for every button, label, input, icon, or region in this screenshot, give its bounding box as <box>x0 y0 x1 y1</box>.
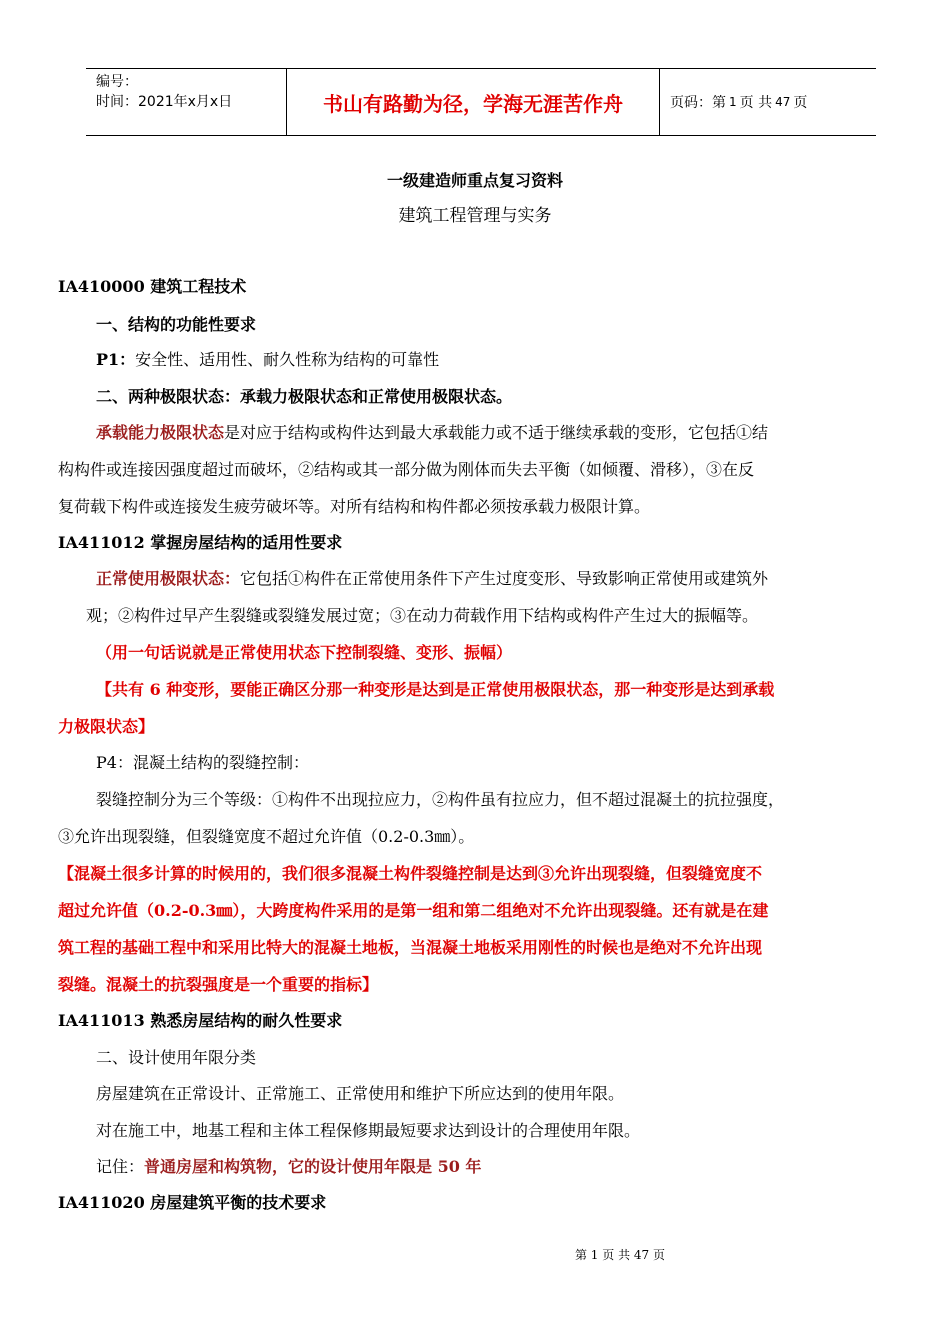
section-heading-ia411013: IA411013 熟悉房屋结构的耐久性要求 <box>58 1011 343 1030</box>
crack-levels-line-1: 裂缝控制分为三个等级：①构件不出现拉应力，②构件虽有拉应力，但不超过混凝土的抗拉强度， <box>96 790 785 809</box>
section-heading-ia411012: IA411012 掌握房屋结构的适用性要求 <box>58 533 343 552</box>
header-page-mid: 页 共 <box>739 95 773 111</box>
footer-page-total: 47 <box>633 1248 650 1262</box>
ultimate-limit-text-2: 构构件或连接因强度超过而破坏，②结构或其一部分做为刚体而失去平衡（如倾覆、滑移），③在反 <box>58 460 755 479</box>
header-page-num: 1 <box>729 95 737 109</box>
footer-suffix: 页 <box>653 1248 666 1262</box>
page-footer <box>0 1247 950 1263</box>
serviceability-term: 正常使用极限状态： <box>96 569 241 588</box>
serviceability-text-2: 观；②构件过早产生裂缝或裂缝发展过宽；③在动力荷载作用下结构或构件产生过大的振幅等。 <box>86 606 759 625</box>
serviceability-text-1: 它包括①构件在正常使用条件下产生过度变形、导致影响正常使用或建筑外 <box>240 569 769 588</box>
p1-line <box>96 349 439 371</box>
header-page-indicator <box>660 69 876 135</box>
heading-functional-requirements: 一、结构的功能性要求 <box>96 315 257 334</box>
ultimate-limit-term: 承载能力极限状态 <box>96 423 225 442</box>
note-six-deformations-2: 力极限状态】 <box>58 717 155 736</box>
ultimate-limit-text-3: 复荷载下构件或连接发生疲劳破坏等。对所有结构和构件都必须按承载力极限计算。 <box>58 497 651 516</box>
design-life-text-2: 对在施工中，地基工程和主体工程保修期最短要求达到设计的合理使用年限。 <box>96 1121 641 1140</box>
heading-limit-states: 二、两种极限状态：承载力极限状态和正常使用极限状态。 <box>96 387 513 406</box>
design-life-text-1: 房屋建筑在正常设计、正常施工、正常使用和维护下所应达到的使用年限。 <box>96 1084 625 1103</box>
serviceability-line-1 <box>96 568 768 590</box>
p1-label: P1： <box>96 350 136 369</box>
header-page-total: 47 <box>775 95 791 109</box>
ultimate-limit-line-1 <box>96 422 768 444</box>
heading-design-life: 二、设计使用年限分类 <box>96 1048 257 1067</box>
footer-mid: 页 共 <box>602 1248 631 1262</box>
crack-levels-line-2: ③允许出现裂缝，但裂缝宽度不超过允许值（0.2-0.3㎜）。 <box>58 827 475 846</box>
header-number-label: 编号： <box>96 74 138 90</box>
section-heading-ia410000: IA410000 建筑工程技术 <box>58 277 247 296</box>
remember-line <box>96 1156 481 1178</box>
note-one-sentence: （用一句话说就是正常使用状态下控制裂缝、变形、振幅） <box>96 643 513 662</box>
note-concrete-3: 筑工程的基础工程中和采用比特大的混凝土地板，当混凝土地板采用刚性的时候也是绝对不允许出现 <box>58 938 763 957</box>
footer-page-num: 1 <box>590 1248 599 1262</box>
header-time-label: 时间：2021年x月x日 <box>96 94 233 110</box>
remember-label: 记住： <box>96 1157 145 1176</box>
page-header-table <box>86 68 876 136</box>
document-subtitle: 建筑工程管理与实务 <box>398 206 552 226</box>
header-page-suffix: 页 <box>793 95 808 111</box>
footer-prefix: 第 <box>574 1248 587 1262</box>
header-page-prefix: 页码：第 <box>670 95 726 111</box>
remember-text: 普通房屋和构筑物，它的设计使用年限是 50 年 <box>144 1157 482 1176</box>
header-info-cell <box>86 69 287 135</box>
note-concrete-1: 【混凝土很多计算的时候用的，我们很多混凝土构件裂缝控制是达到③允许出现裂缝，但裂缝宽度不 <box>58 864 763 883</box>
note-six-deformations-1: 【共有 6 种变形，要能正确区分那一种变形是达到是正常使用极限状态，那一种变形是达到承载 <box>96 680 775 699</box>
p4-crack-control: P4：混凝土结构的裂缝控制： <box>96 753 309 772</box>
p1-text: 安全性、适用性、耐久性称为结构的可靠性 <box>135 350 440 369</box>
note-concrete-4: 裂缝。混凝土的抗裂强度是一个重要的指标】 <box>58 975 379 994</box>
section-heading-ia411020: IA411020 房屋建筑平衡的技术要求 <box>58 1193 327 1212</box>
document-title: 一级建造师重点复习资料 <box>386 171 563 190</box>
header-motto: 书山有路勤为径，学海无涯苦作舟 <box>287 69 660 135</box>
ultimate-limit-text-1: 是对应于结构或构件达到最大承载能力或不适于继续承载的变形，它包括①结 <box>224 423 769 442</box>
note-concrete-2: 超过允许值（0.2-0.3㎜），大跨度构件采用的是第一组和第二组绝对不允许出现裂缝。还有就是在建 <box>58 901 769 920</box>
